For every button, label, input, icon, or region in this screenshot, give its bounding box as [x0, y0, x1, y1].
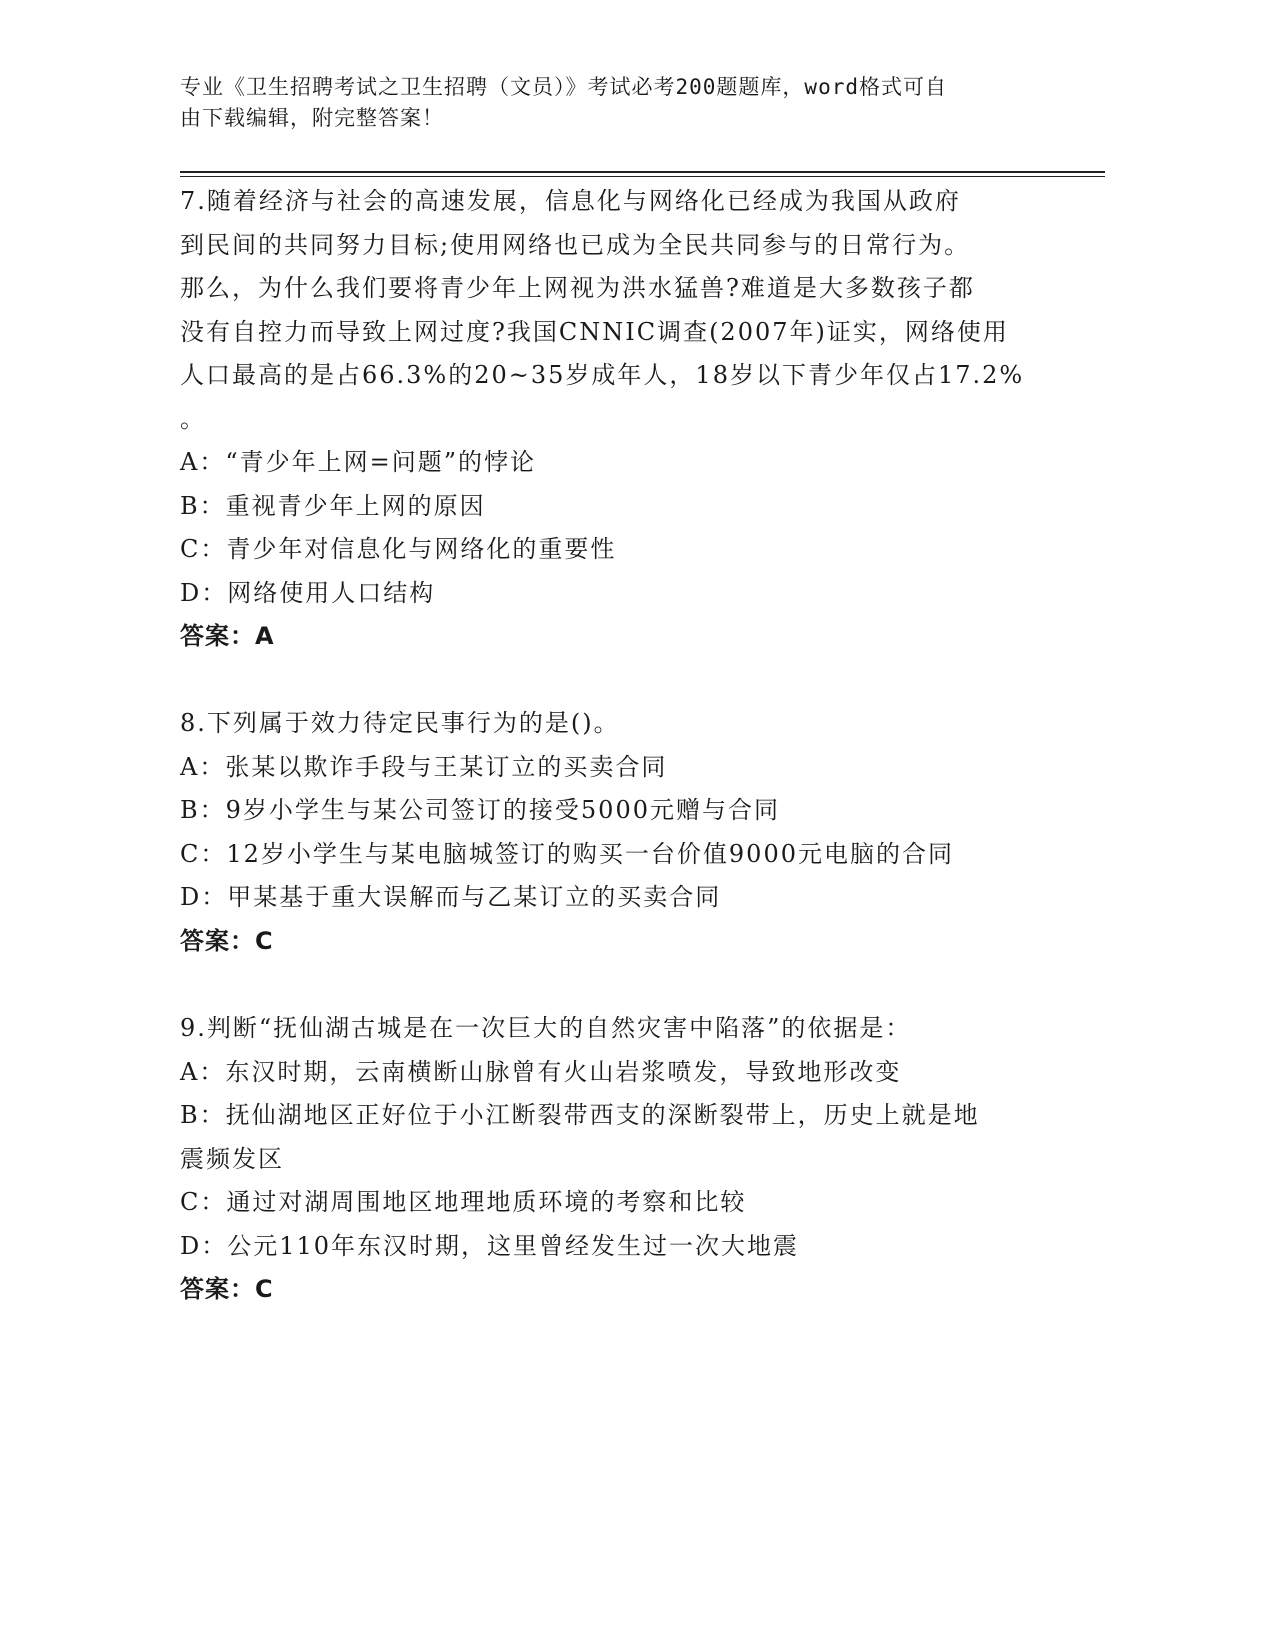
stem-line: 7.随着经济与社会的高速发展，信息化与网络化已经成为我国从政府	[180, 187, 961, 215]
answer-label: 答案：	[180, 1275, 255, 1303]
option-line: B：抚仙湖地区正好位于小江断裂带西支的深断裂带上，历史上就是地	[180, 1101, 980, 1129]
document-header	[180, 72, 1050, 134]
question-stem	[180, 180, 1050, 441]
option-b	[180, 485, 1050, 529]
stem-line: 没有自控力而导致上网过度?我国CNNIC调查(2007年)证实，网络使用	[180, 317, 1009, 346]
option-line: A：“青少年上网=问题”的悖论	[180, 448, 536, 476]
option-line: D：甲某基于重大误解而与乙某订立的买卖合同	[180, 883, 722, 911]
option-line: A：张某以欺诈手段与王某订立的买卖合同	[180, 752, 668, 781]
header-divider-thick	[180, 171, 1105, 173]
question-block	[180, 702, 1050, 963]
option-line: 震频发区	[180, 1144, 284, 1173]
header-divider-thin	[180, 176, 1105, 177]
option-d	[180, 876, 1050, 920]
option-line: D：网络使用人口结构	[180, 578, 436, 607]
answer-label: 答案：	[180, 926, 255, 955]
option-d	[180, 572, 1050, 616]
question-stem	[180, 702, 1050, 746]
option-a	[180, 746, 1050, 790]
option-c	[180, 528, 1050, 572]
option-line: C：青少年对信息化与网络化的重要性	[180, 535, 617, 563]
stem-line: 人口最高的是占66.3%的20~35岁成年人，18岁以下青少年仅占17.2%	[180, 361, 1025, 389]
option-c	[180, 1181, 1050, 1225]
stem-line: 。	[180, 404, 206, 433]
question-block	[180, 180, 1050, 659]
option-line: C：12岁小学生与某电脑城签订的购买一台价值9000元电脑的合同	[180, 839, 954, 868]
answer-line	[180, 615, 1050, 659]
answer-value: C	[255, 926, 274, 955]
question-stem	[180, 1007, 1050, 1051]
header-line: 由下载编辑，附完整答案！	[180, 106, 444, 130]
answer-value: A	[255, 622, 275, 650]
answer-value: C	[255, 1275, 274, 1303]
stem-line: 9.判断“抚仙湖古城是在一次巨大的自然灾害中陷落”的依据是：	[180, 1014, 912, 1042]
option-line: C：通过对湖周围地区地理地质环境的考察和比较	[180, 1188, 747, 1216]
answer-line	[180, 920, 1050, 964]
option-line: D：公元110年东汉时期，这里曾经发生过一次大地震	[180, 1231, 800, 1260]
option-c	[180, 833, 1050, 877]
answer-label: 答案：	[180, 622, 255, 650]
option-a	[180, 441, 1050, 485]
option-line: B：重视青少年上网的原因	[180, 491, 486, 520]
option-b	[180, 789, 1050, 833]
stem-line: 8.下列属于效力待定民事行为的是()。	[180, 709, 620, 737]
question-block	[180, 1007, 1050, 1312]
option-b	[180, 1094, 1050, 1181]
option-a	[180, 1051, 1050, 1095]
header-line: 专业《卫生招聘考试之卫生招聘（文员）》考试必考200题题库，word格式可自	[180, 75, 947, 99]
option-line: A：东汉时期，云南横断山脉曾有火山岩浆喷发，导致地形改变	[180, 1057, 902, 1086]
option-d	[180, 1225, 1050, 1269]
stem-line: 到民间的共同努力目标;使用网络也已成为全民共同参与的日常行为。	[180, 230, 971, 259]
answer-line	[180, 1268, 1050, 1312]
stem-line: 那么，为什么我们要将青少年上网视为洪水猛兽?难道是大多数孩子都	[180, 274, 975, 302]
option-line: B：9岁小学生与某公司签订的接受5000元赠与合同	[180, 796, 780, 824]
